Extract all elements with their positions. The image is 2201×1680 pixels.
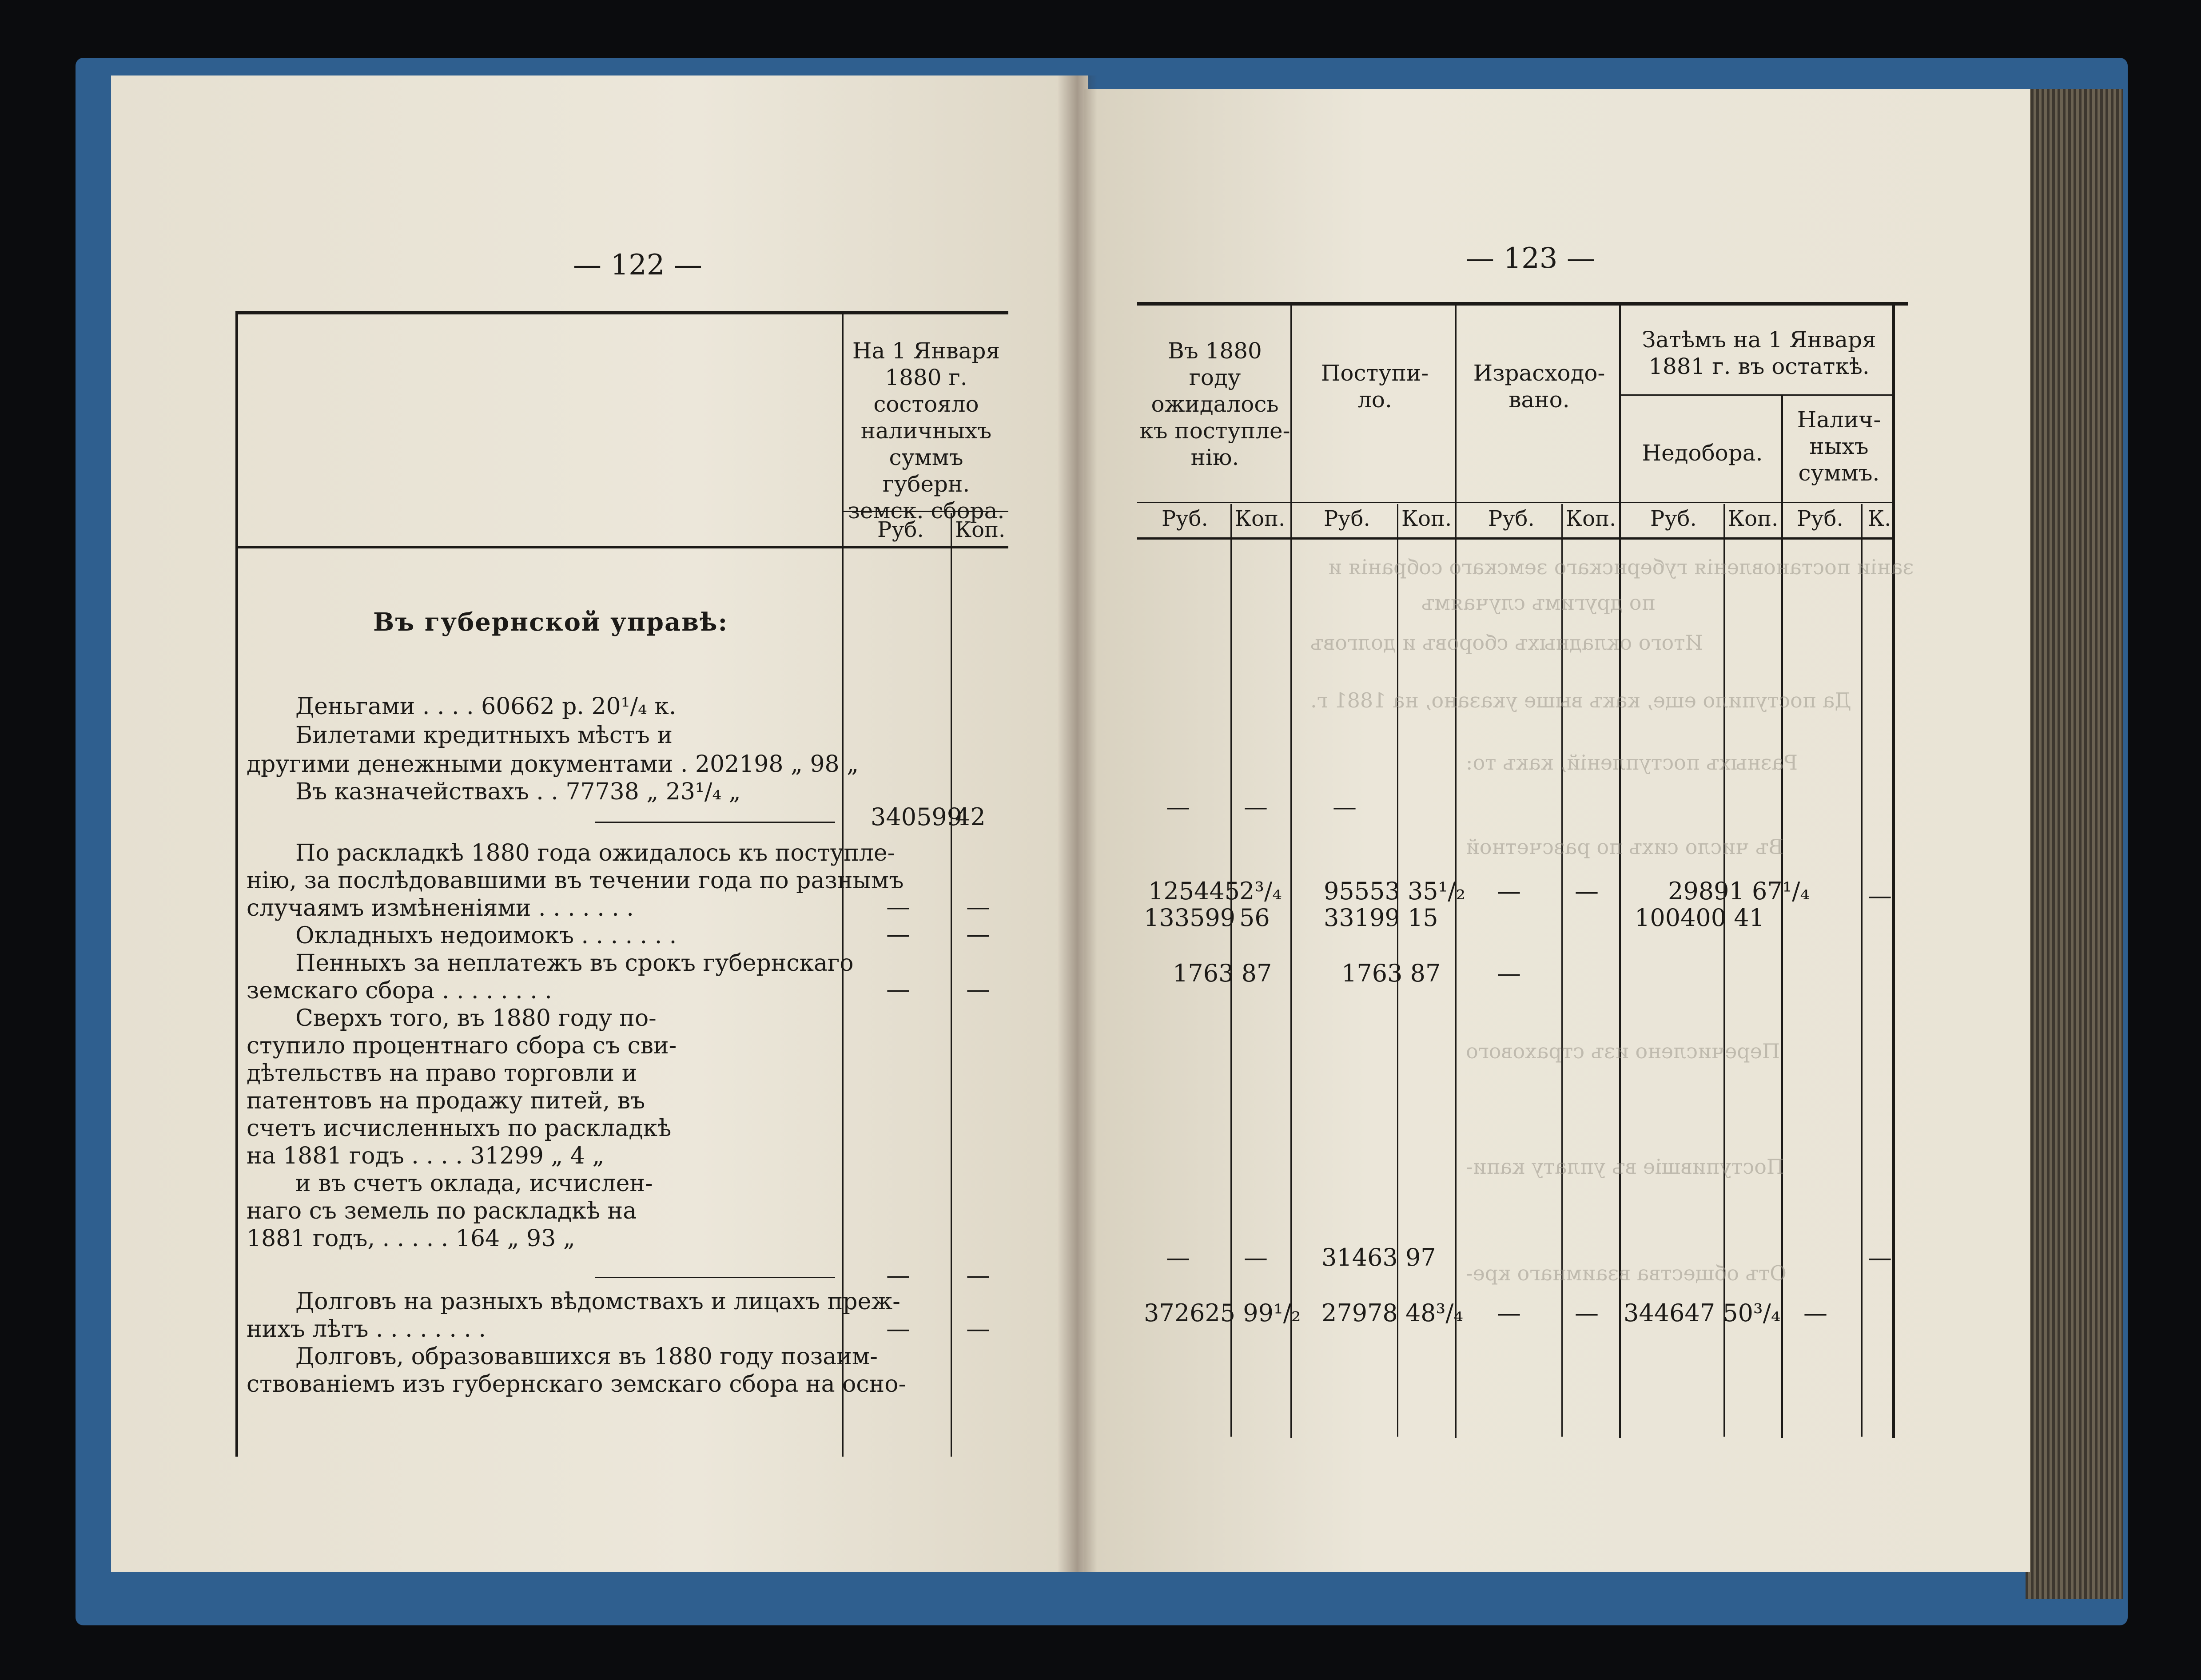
table-top-rule [235, 311, 1008, 314]
k-header: К. [1868, 506, 1891, 531]
dash: — [966, 1261, 990, 1289]
row1-expected-kop: 2³/₄ [1239, 877, 1282, 905]
row2-received: 33199 15 [1324, 904, 1438, 932]
show-through-text: заніи постановленія губернскаго земскаго собранія и [1328, 555, 1914, 579]
rub-header: Руб. [1162, 506, 1208, 531]
dash: — [1868, 1243, 1892, 1271]
header-expected: Въ 1880 году ожидалось къ поступле- нію. [1139, 338, 1290, 470]
row-biletami-1: Билетами кредитныхъ мѣстъ и [295, 722, 673, 749]
kop-rule [1723, 504, 1725, 1437]
row4-received: 31463 97 [1321, 1243, 1436, 1271]
subtotal-rule [595, 822, 835, 823]
dash: — [1497, 1299, 1521, 1327]
dash: — [1497, 959, 1521, 987]
dash: — [886, 920, 910, 948]
page-number-left: — 122 — [573, 249, 702, 282]
dash: — [886, 1261, 910, 1289]
table-left-rule [235, 311, 238, 1457]
row-sverkh-7: и въ счетъ оклада, исчислен- [295, 1170, 653, 1197]
row-sverkh-3: дѣтельствъ на право торговли и [247, 1060, 637, 1087]
header-arrears: Недобора. [1642, 440, 1763, 466]
row-sverkh-2: ступило процентнаго сбора съ сви- [247, 1033, 677, 1059]
kop-column-rule [951, 513, 952, 1457]
balance-split-rule [1619, 394, 1895, 396]
dash: — [886, 975, 910, 1003]
kop-header: Коп. [1566, 506, 1616, 531]
kop-header: Коп. [1728, 506, 1779, 531]
row2-expected-rub: 133599 [1144, 904, 1236, 932]
subtotal-rule-2 [595, 1277, 835, 1278]
subheader-rule-right [1137, 502, 1895, 503]
row5-expected: 372625 99¹/₂ [1144, 1299, 1301, 1327]
row-dolgov2-1: Долговъ, образовавшихся въ 1880 году позаим- [295, 1343, 878, 1370]
rub-header: Руб. [1797, 506, 1843, 531]
column-header-jan1880: На 1 Января 1880 г. состояло наличныхъ суммъ губерн. земск. сбора. [848, 338, 1005, 524]
dash: — [1244, 1243, 1268, 1271]
row-raskladka-3: случаямъ измѣненіями . . . . . . . [247, 895, 634, 921]
row3-expected: 1763 87 [1173, 959, 1272, 987]
section-title: Въ губернской управѣ: [373, 608, 728, 637]
rub-header: Руб. [877, 517, 924, 542]
dash: — [966, 893, 990, 921]
dash: — [1575, 1299, 1599, 1327]
row5-received: 27978 48³/₄ [1321, 1299, 1464, 1327]
kop-header: Коп. [955, 517, 1006, 542]
row-dolgov-1: Долговъ на разныхъ вѣдомствахъ и лицахъ преж- [295, 1288, 900, 1315]
header-spent: Израсходо- вано. [1473, 360, 1605, 413]
page-edges [2026, 89, 2123, 1599]
row-dengami: Деньгами . . . . 60662 р. 20¹/₄ к. [295, 693, 677, 720]
row-sverkh-4: патентовъ на продажу питей, въ [247, 1088, 645, 1114]
kop-header: Коп. [1235, 506, 1286, 531]
row5-arrears: 344647 50³/₄ [1624, 1299, 1781, 1327]
show-through-text: Да поступило еще, какъ выше указано, на 1881 г. [1310, 688, 1851, 712]
header-balance: Затѣмъ на 1 Января 1881 г. въ остаткѣ. [1642, 327, 1876, 379]
col-rule [1290, 306, 1292, 1438]
row-dolgov2-2: ствованіемъ изъ губернскаго земскаго сбора на осно- [247, 1371, 907, 1398]
total-kop: 42 [955, 803, 986, 831]
dash: — [966, 1315, 990, 1342]
show-through-text: Разныхъ поступленій, какъ то: [1466, 751, 1798, 774]
row-okladnykh: Окладныхъ недоимокъ . . . . . . . [295, 922, 677, 949]
row-sverkh-6: на 1881 годъ . . . . 31299 „ 4 „ [247, 1143, 605, 1169]
row1-arrears: 29891 67¹/₄ [1668, 877, 1810, 905]
header-bottom-rule-right [1137, 537, 1895, 540]
show-through-text: Поступившіе въ уплату капи- [1466, 1155, 1784, 1179]
kop-header: Коп. [1401, 506, 1452, 531]
row3-received: 1763 87 [1341, 959, 1441, 987]
row1-received: 95553 35¹/₂ [1324, 877, 1466, 905]
right-page [1084, 89, 2030, 1572]
header-cash: Налич- ныхъ суммъ. [1797, 407, 1881, 486]
total-rub: 340599 [871, 803, 963, 831]
row-sverkh-9: 1881 годъ, . . . . . 164 „ 93 „ [247, 1225, 575, 1252]
book-gutter [1057, 75, 1097, 1572]
dash: — [1166, 793, 1190, 821]
dash: — [886, 1315, 910, 1342]
show-through-text: Итого окладныхъ сборовъ и долговъ [1310, 631, 1703, 655]
rub-header: Руб. [1488, 506, 1535, 531]
table-top-rule-right [1137, 302, 1908, 306]
dash: — [966, 975, 990, 1003]
row-kaznacheystvakh: Въ казначействахъ . . 77738 „ 23¹/₄ „ [295, 778, 741, 805]
show-through-text: по другимъ случаямъ [1421, 591, 1656, 615]
dash: — [966, 920, 990, 948]
rub-header: Руб. [1324, 506, 1370, 531]
row-raskladka-1: По раскладкѣ 1880 года ожидалось къ поступле- [295, 840, 896, 866]
show-through-text: Перечислено изъ страхового [1466, 1039, 1780, 1063]
rub-header: Руб. [1650, 506, 1697, 531]
row2-expected-kop: 56 [1239, 904, 1270, 932]
table-right-rule [1892, 306, 1895, 1438]
dash: — [1244, 793, 1268, 821]
dash: — [1497, 877, 1521, 905]
header-bottom-rule [235, 546, 1008, 548]
page-number-right: — 123 — [1466, 242, 1595, 275]
row1-expected-rub: 125445 [1148, 877, 1240, 905]
row-sverkh-5: счетъ исчисленныхъ по раскладкѣ [247, 1115, 672, 1142]
show-through-text: Отъ общества взаимнаго кре- [1466, 1261, 1787, 1285]
dash: — [886, 893, 910, 921]
col-rule [1455, 306, 1457, 1438]
dash: — [1803, 1299, 1827, 1327]
kop-rule [1861, 504, 1863, 1437]
row-pennykh-2: земскаго сбора . . . . . . . . [247, 977, 552, 1004]
row-biletami-2: другими денежными документами . 202198 „ 98 „ [247, 751, 859, 778]
header-received: Поступи- ло. [1321, 360, 1429, 413]
row-sverkh-1: Сверхъ того, въ 1880 году по- [295, 1005, 657, 1032]
dash: — [1166, 1243, 1190, 1271]
row-dolgov-2: нихъ лѣтъ . . . . . . . . [247, 1316, 486, 1342]
dash: — [1868, 882, 1892, 910]
dash: — [1575, 877, 1599, 905]
row-pennykh-1: Пенныхъ за неплатежъ въ срокъ губернскаго [295, 950, 854, 977]
row-raskladka-2: нію, за послѣдовавшими въ течении года по разнымъ [247, 867, 904, 894]
row-sverkh-8: наго съ земель по раскладкѣ на [247, 1198, 637, 1224]
dash: — [1333, 793, 1357, 821]
show-through-text: Въ число сихъ по разсчетной [1466, 835, 1784, 859]
row2-arrears: 100400 41 [1635, 904, 1765, 932]
